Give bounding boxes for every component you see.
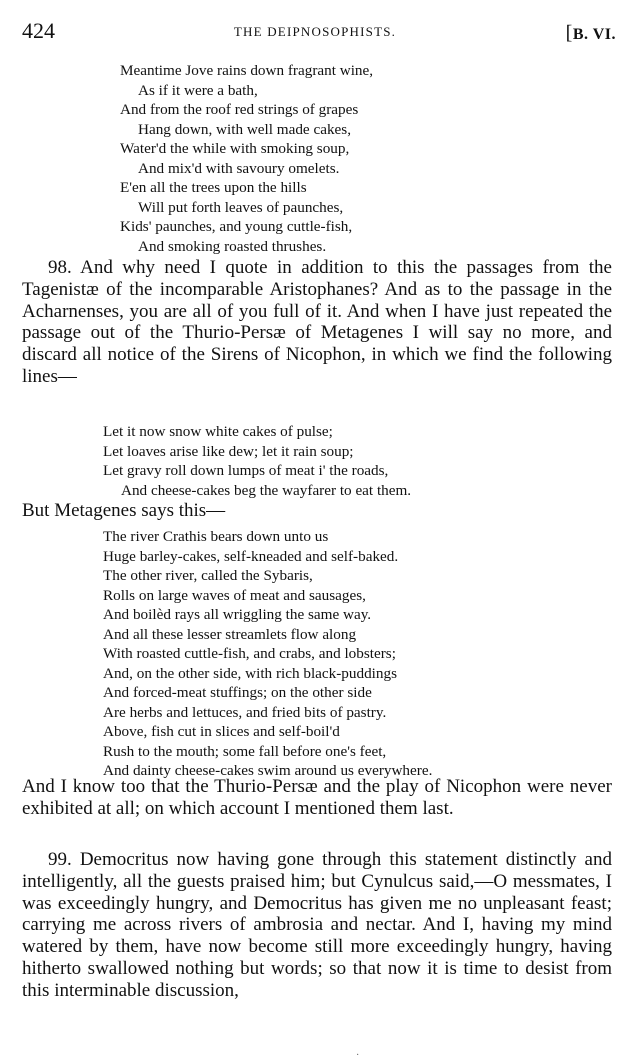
- verse-line: Will put forth leaves of paunches,: [138, 198, 344, 216]
- verse-line: Rolls on large waves of meat and sausages,: [103, 586, 366, 604]
- paragraph-never-exhibited: And I know too that the Thurio-Persæ and the play of Nicophon were never exhibited at all; on which account I mentioned them last.: [22, 776, 612, 819]
- paragraph-99-text: 99. Democritus now having gone through this statement distinctly and intelligently, all the guests praised him; but Cynulcus said,—O messmates, I was exceedingly hungry, and Democritus has given me no unpleasant feast; carrying me across rivers of ambrosia and nectar. And I, having my mind watered by them, have now become still more exceedingly hungry, having hitherto swallowed nothing but words; so that now it is time to desist from this interminable discussion,: [22, 849, 612, 1001]
- verse-line: Huge barley-cakes, self-kneaded and self-baked.: [103, 547, 399, 565]
- verse-line: Hang down, with well made cakes,: [138, 120, 351, 138]
- page-header: [0, 0, 630, 50]
- verse-line: Above, fish cut in slices and self-boil'd: [103, 723, 340, 740]
- verse-block-metagenes: [103, 527, 432, 781]
- verse-line: And boilèd rays all wriggling the same way.: [103, 606, 372, 623]
- but-metagenes-line: But Metagenes says this—: [22, 500, 226, 521]
- paragraph-99: [22, 849, 612, 1002]
- verse-line: Let gravy roll down lumps of meat i' the roads,: [103, 462, 389, 479]
- verse-line: E'en all the trees upon the hills: [120, 179, 307, 196]
- verse-line: And all these lesser streamlets flow along: [103, 625, 357, 643]
- verse-line: Rush to the mouth; some fall before one's feet,: [103, 742, 387, 760]
- verse-line: And from the roof red strings of grapes: [120, 101, 359, 118]
- verse-line: Let it now snow white cakes of pulse;: [103, 423, 333, 440]
- verse-line: Let loaves arise like dew; let it rain soup;: [103, 442, 354, 460]
- running-title: THE DEIPNOSOPHISTS.: [233, 24, 397, 39]
- book-reference: [B. VI.: [565, 22, 616, 44]
- verse-line: The river Crathis bears down unto us: [103, 528, 329, 545]
- verse-block-sirens: [103, 422, 411, 500]
- verse-block-jove: [120, 61, 373, 256]
- verse-line: And smoking roasted thrushes.: [138, 237, 327, 255]
- verse-line: And cheese-cakes beg the wayfarer to eat them.: [121, 481, 412, 499]
- print-speck: ·: [356, 1050, 360, 1061]
- verse-line: And, on the other side, with rich black-puddings: [103, 664, 397, 682]
- verse-line: And forced-meat stuffings; on the other side: [103, 684, 372, 701]
- verse-line: Water'd the while with smoking soup,: [120, 140, 350, 157]
- book-reference-text: B. VI.: [572, 26, 616, 43]
- verse-line: As if it were a bath,: [138, 81, 258, 99]
- verse-line: Kids' paunches, and young cuttle-fish,: [120, 218, 353, 235]
- verse-line: The other river, called the Sybaris,: [103, 567, 313, 584]
- verse-line: And dainty cheese-cakes swim around us everywhere.: [103, 762, 433, 779]
- paragraph-98-text: 98. And why need I quote in addition to this the passages from the Tagenistæ of the incomparable Aristophanes? And as to the passage in the Acharnenses, you are all of you full of it. And when I have just repeated the passage out of the Thurio-Persæ of Metagenes I will say no more, and discard all notice of the Sirens of Nicophon, in which we find the following lines—: [22, 257, 612, 387]
- verse-line: Meantime Jove rains down fragrant wine,: [120, 62, 374, 79]
- verse-line: With roasted cuttle-fish, and crabs, and lobsters;: [103, 645, 396, 662]
- verse-line: And mix'd with savoury omelets.: [138, 159, 340, 177]
- paragraph-98: [22, 257, 612, 388]
- page-number: 424: [22, 18, 55, 43]
- verse-line: Are herbs and lettuces, and fried bits of pastry.: [103, 703, 387, 721]
